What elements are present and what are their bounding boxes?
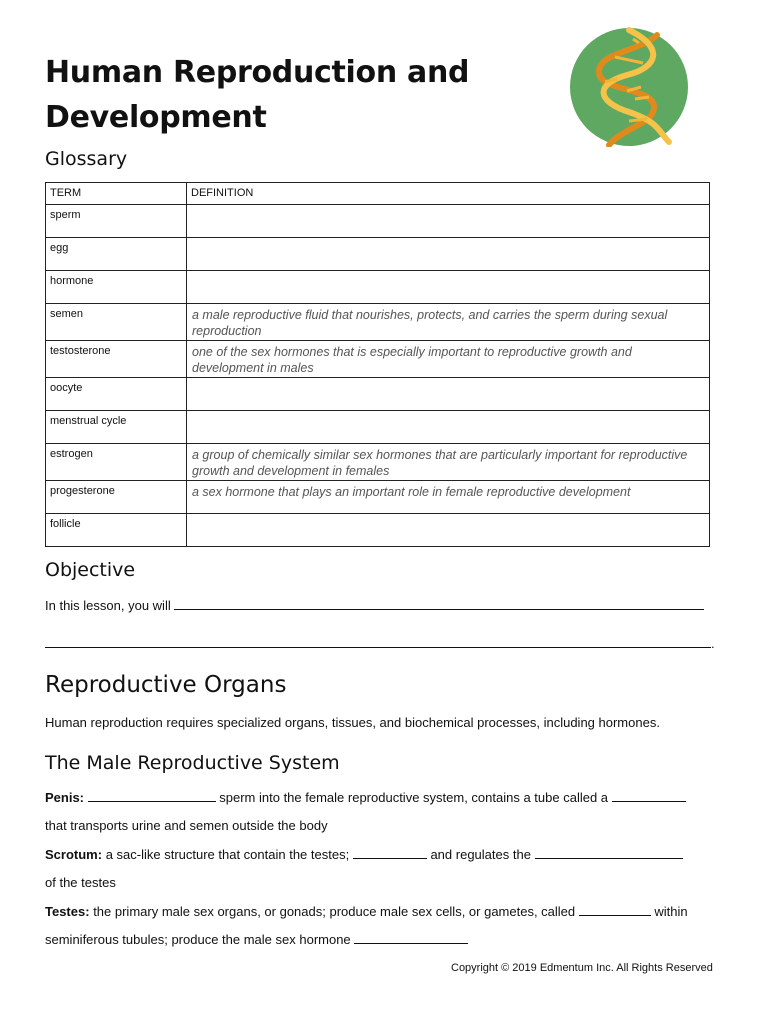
testes-line-1 — [45, 904, 688, 919]
testes-text-2: within — [654, 904, 688, 919]
objective-blank-1[interactable] — [174, 596, 704, 610]
dna-helix-icon — [569, 27, 689, 147]
term-column-header: TERM — [46, 183, 187, 205]
objective-blank-2[interactable] — [45, 634, 711, 648]
table-row — [46, 481, 710, 514]
scrotum-blank-2[interactable] — [535, 847, 683, 859]
page-title: Human Reproduction and Development — [45, 55, 470, 135]
penis-line-2: that transports urine and semen outside the body — [45, 818, 328, 833]
penis-line-1 — [45, 790, 686, 805]
table-row — [46, 271, 710, 304]
copyright-notice: Copyright © 2019 Edmentum Inc. All Rights Reserved — [451, 962, 713, 974]
objective-prompt: In this lesson, you will — [45, 598, 171, 613]
testes-text-3: seminiferous tubules; produce the male sex hormone — [45, 932, 351, 947]
definition-cell[interactable] — [187, 514, 710, 547]
male-system-heading: The Male Reproductive System — [45, 752, 340, 774]
penis-label: Penis: — [45, 790, 85, 805]
term-cell: oocyte — [46, 378, 187, 411]
reproductive-organs-heading: Reproductive Organs — [45, 672, 287, 698]
term-cell: follicle — [46, 514, 187, 547]
term-cell: testosterone — [46, 341, 187, 378]
definition-cell: one of the sex hormones that is especially important to reproductive growth and development in males — [187, 341, 710, 378]
testes-text-1: the primary male sex organs, or gonads; produce male sex cells, or gametes, called — [93, 904, 576, 919]
penis-blank-2[interactable] — [612, 790, 686, 802]
objective-line-1 — [45, 596, 704, 613]
definition-cell: a group of chemically similar sex hormones that are particularly important for reproductive growth and development in females — [187, 444, 710, 481]
definition-cell[interactable] — [187, 378, 710, 411]
table-row — [46, 444, 710, 481]
scrotum-label: Scrotum: — [45, 847, 103, 862]
scrotum-text-2: and regulates the — [430, 847, 531, 862]
definition-cell[interactable] — [187, 411, 710, 444]
objective-period: . — [711, 636, 715, 651]
scrotum-line-1 — [45, 847, 683, 862]
table-row — [46, 304, 710, 341]
table-row — [46, 411, 710, 444]
term-cell: progesterone — [46, 481, 187, 514]
testes-line-2 — [45, 932, 468, 947]
scrotum-text-1: a sac-like structure that contain the testes; — [105, 847, 350, 862]
glossary-heading: Glossary — [45, 148, 128, 170]
testes-label: Testes: — [45, 904, 90, 919]
term-cell: estrogen — [46, 444, 187, 481]
objective-line-2 — [45, 634, 717, 651]
term-cell: semen — [46, 304, 187, 341]
definition-cell[interactable] — [187, 238, 710, 271]
definition-cell[interactable] — [187, 205, 710, 238]
table-row — [46, 341, 710, 378]
testes-blank-2[interactable] — [354, 932, 468, 944]
term-cell: sperm — [46, 205, 187, 238]
table-row — [46, 514, 710, 547]
definition-column-header: DEFINITION — [187, 183, 710, 205]
scrotum-line-2: of the testes — [45, 875, 116, 890]
scrotum-blank-1[interactable] — [353, 847, 427, 859]
definition-cell: a male reproductive fluid that nourishes, protects, and carries the sperm during sexual reproduction — [187, 304, 710, 341]
testes-blank-1[interactable] — [579, 904, 651, 916]
objective-heading: Objective — [45, 559, 136, 581]
table-row — [46, 238, 710, 271]
definition-cell[interactable] — [187, 271, 710, 304]
glossary-table — [45, 182, 710, 547]
term-cell: egg — [46, 238, 187, 271]
penis-blank-1[interactable] — [88, 790, 216, 802]
table-row — [46, 378, 710, 411]
penis-text-1: sperm into the female reproductive system, contains a tube called a — [219, 790, 609, 805]
term-cell: menstrual cycle — [46, 411, 187, 444]
term-cell: hormone — [46, 271, 187, 304]
organs-intro: Human reproduction requires specialized organs, tissues, and biochemical processes, including hormones. — [45, 715, 660, 730]
table-row — [46, 205, 710, 238]
definition-cell: a sex hormone that plays an important role in female reproductive development — [187, 481, 710, 514]
